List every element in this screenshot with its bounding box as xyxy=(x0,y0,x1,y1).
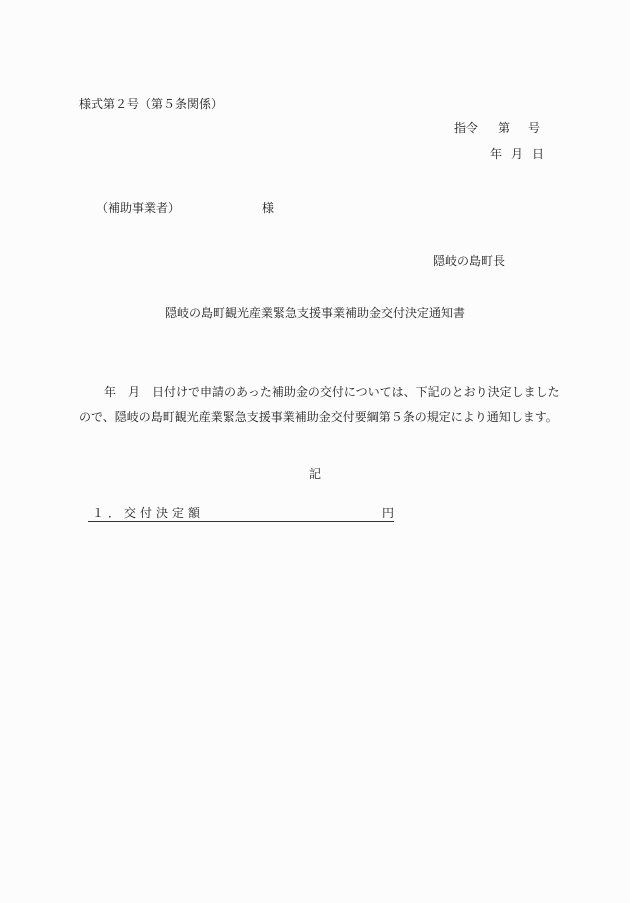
date-day: 日 xyxy=(532,147,545,161)
sender: 隠岐の島町長 xyxy=(433,254,506,268)
body-line-1: 年 月 日付けで申請のあった補助金の交付については、下記のとおり決定しました xyxy=(104,385,560,399)
body-line-2: ので、隠岐の島町観光産業緊急支援事業補助金交付要綱第５条の規定により通知します。 xyxy=(79,410,558,424)
grant-amount-label: １．交付決定額 xyxy=(92,506,205,520)
grant-amount-field xyxy=(88,506,394,522)
reference-dai: 第 xyxy=(498,121,511,135)
reference-number xyxy=(454,121,540,135)
grant-amount-unit: 円 xyxy=(381,506,394,520)
reference-go: 号 xyxy=(528,121,541,135)
recipient xyxy=(96,201,275,215)
reference-prefix: 指令 xyxy=(454,121,479,135)
date-year: 年 xyxy=(490,147,503,161)
issue-date xyxy=(490,147,544,161)
ki-heading: 記 xyxy=(308,467,321,481)
recipient-name: （補助事業者） xyxy=(96,201,181,215)
recipient-honorific: 様 xyxy=(262,201,275,215)
date-month: 月 xyxy=(511,147,524,161)
form-number: 様式第２号（第５条関係） xyxy=(79,97,224,111)
document-title: 隠岐の島町観光産業緊急支援事業補助金交付決定通知書 xyxy=(164,306,465,320)
